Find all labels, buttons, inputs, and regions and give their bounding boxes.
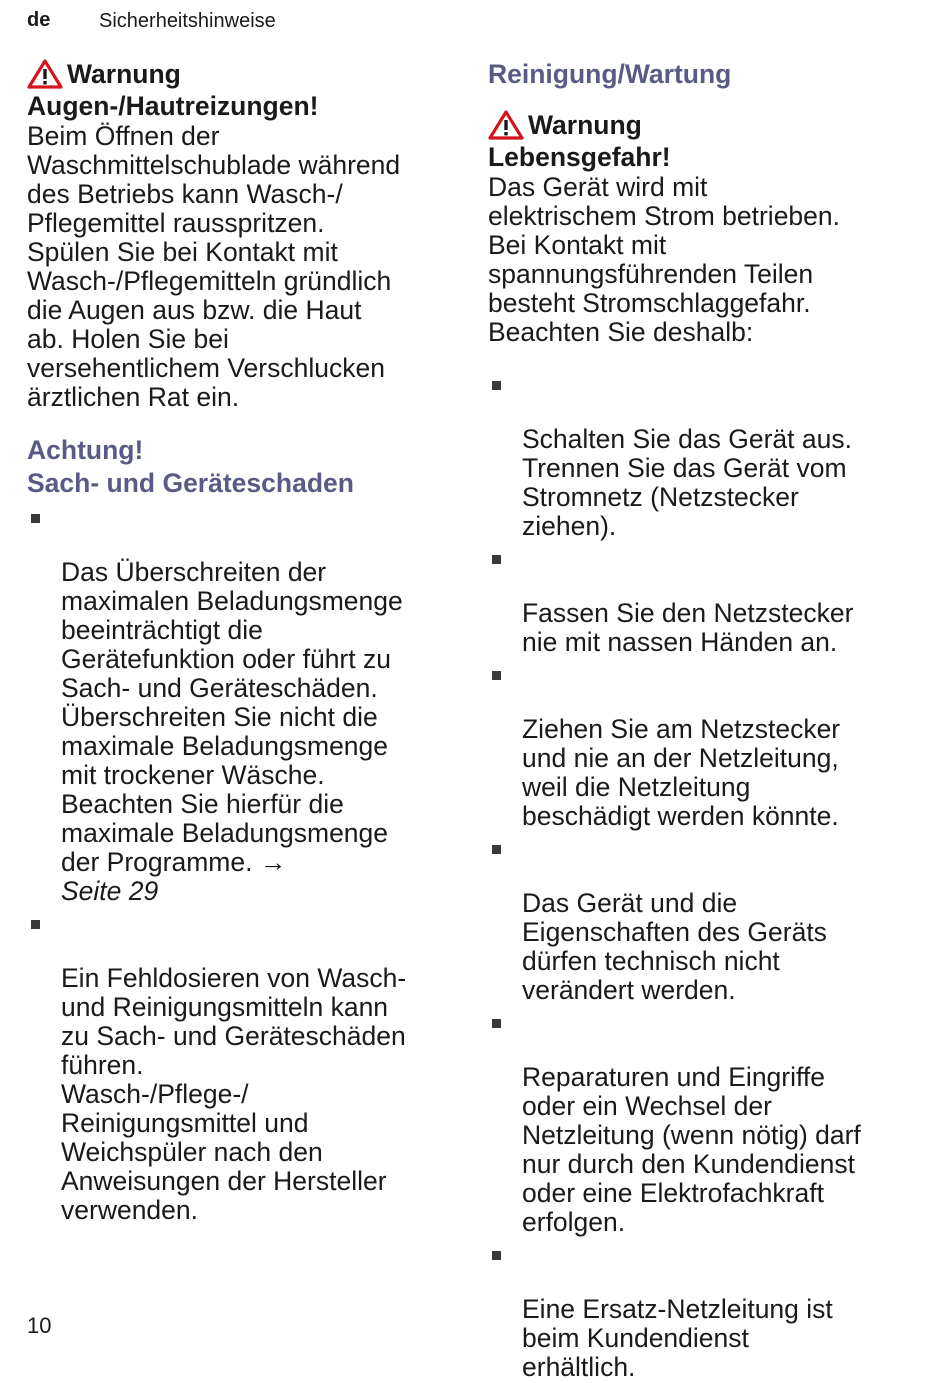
warning-label: Warnung [528,110,642,140]
page-section-title: Sicherheitshinweise [99,10,276,32]
left-column [27,58,457,1225]
language-code: de [27,9,51,31]
warning-body: Beim Öffnen der Waschmittelschublade während des Betriebs kann Wasch-/ Pflegemittel rausspritzen. Spülen Sie bei Kontakt mit Wasch-/Pflegemitteln gründlich die Augen aus bzw. die Haut ab. Holen Sie bei versehentlichem Verschlucken ärztlichen Rat ein. [27,121,401,412]
list-item-text: Eine Ersatz-Netzleitung ist beim Kundendienst erhältlich. [522,1294,833,1382]
list-item [488,1237,933,1382]
list-item-text: Ziehen Sie am Netzstecker und nie an der Netzleitung, weil die Netzleitung beschädigt werden könnte. [522,714,841,831]
warning-triangle-icon [27,59,63,89]
square-bullet-icon [492,1019,501,1028]
list-item-text: Das Überschreiten der maximalen Beladungsmenge beeinträchtigt die Gerätefunktion oder führt zu Sach- und Geräteschäden. Überschreiten Sie nicht die maximale Beladungsmenge mit trockener Wäsche. Beachten Sie hierfür die maximale Beladungsmenge der Programme. [61,557,403,877]
list-item-text: Schalten Sie das Gerät aus. Trennen Sie das Gerät vom Stromnetz (Netzstecker ziehen). [522,424,852,541]
square-bullet-icon [492,845,501,854]
list-item [488,367,933,541]
list-item [488,1005,933,1237]
caution-block [27,434,457,1225]
square-bullet-icon [492,671,501,680]
list-item-text: Fassen Sie den Netzstecker nie mit nassen Händen an. [522,598,854,657]
warning-block-eye-skin [27,58,457,412]
warning-label: Warnung [67,59,181,89]
warning-title: Lebensgefahr! [488,142,671,172]
list-item-text: Reparaturen und Eingriffe oder ein Wechsel der Netzleitung (wenn nötig) darf nur durch den Kundendienst oder eine Elektrofachkraft erfolgen. [522,1062,861,1237]
warning-triangle-icon [488,110,524,140]
square-bullet-icon [31,514,40,523]
square-bullet-icon [492,1251,501,1260]
page-reference-link[interactable]: Seite 29 [61,876,159,906]
caution-list [27,500,457,1225]
page-number: 10 [27,1313,52,1338]
arrow-right-icon: → [259,847,287,877]
list-item [488,831,933,1005]
safety-list [488,367,933,1382]
warning-body: Das Gerät wird mit elektrischem Strom betrieben. Bei Kontakt mit spannungsführenden Teilen besteht Stromschlaggefahr. Beachten Sie deshalb: [488,172,841,347]
section-heading: Reinigung/Wartung [488,59,732,89]
list-item [27,906,457,1225]
list-item-text: Ein Fehldosieren von Wasch- und Reinigungsmitteln kann zu Sach- und Geräteschäden führen. Wasch-/Pflege-/ Reinigungsmittel und Weichspüler nach den Anweisungen der Hersteller verwenden. [61,963,407,1225]
list-item [488,657,933,831]
warning-block-danger [488,109,933,347]
caution-title: Sach- und Geräteschaden [27,468,354,498]
warning-title: Augen-/Hautreizungen! [27,91,319,121]
square-bullet-icon [492,381,501,390]
right-column [488,58,933,1382]
list-item [488,541,933,657]
list-item-text: Das Gerät und die Eigenschaften des Geräts dürfen technisch nicht verändert werden. [522,888,827,1005]
list-item [27,500,457,906]
caution-label: Achtung! [27,435,144,465]
square-bullet-icon [492,555,501,564]
square-bullet-icon [31,920,40,929]
